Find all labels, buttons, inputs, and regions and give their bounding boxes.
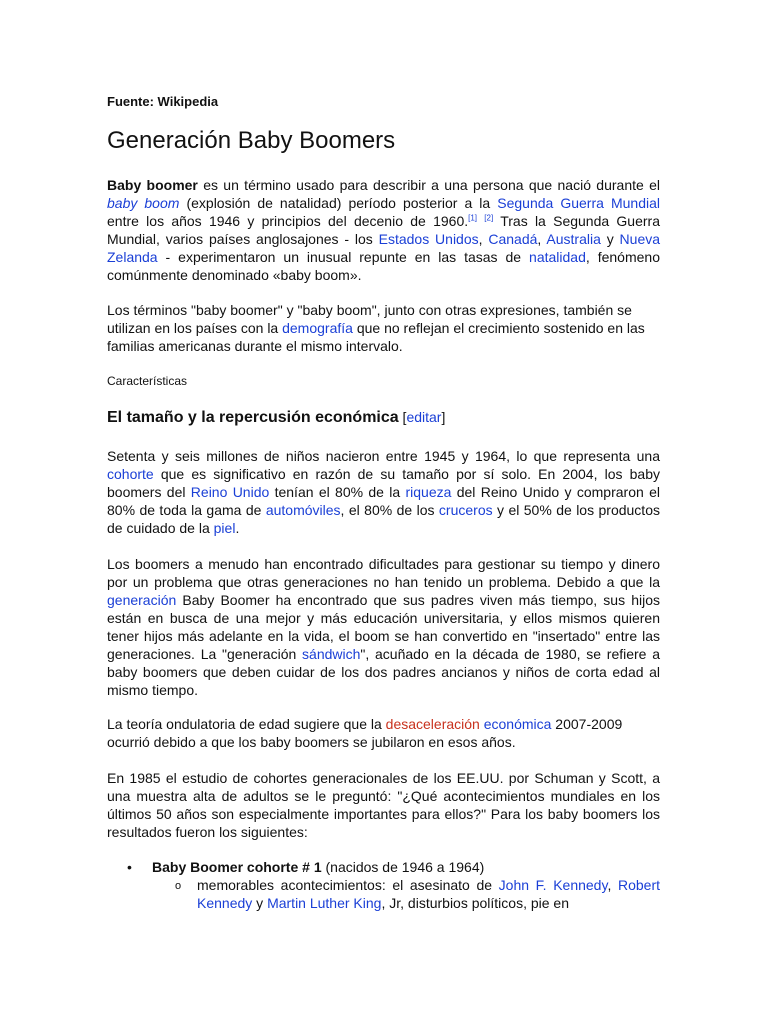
terms-paragraph [107,301,660,355]
edit-bracket-close: ] [441,409,446,425]
link-economica[interactable]: económica [483,716,552,732]
link-cruceros[interactable]: cruceros [438,502,493,518]
section-heading-text: El tamaño y la repercusión económica [107,409,399,426]
cohort-list [107,858,660,912]
text: La teoría ondulatoria de edad sugiere que la [107,716,386,732]
features-label: Características [107,374,188,388]
boomers-paragraph [107,555,660,699]
term-bold: Baby boomer [107,177,198,193]
reference-1[interactable]: [1] [468,213,478,223]
cohort-sublist [152,876,660,912]
text: es un término usado para describir a una persona que nació durante el [197,177,660,193]
text: - experimentaron un inusual repunte en las tasas de [157,249,530,265]
text: , el 80% de los [340,502,439,518]
text: , [537,231,547,247]
link-sandwich[interactable]: sándwich [302,646,361,662]
link-baby-boom[interactable]: baby boom [107,195,180,211]
text: que es significativo en razón de su tamaño por sí solo. En 2004, los baby boomers del [107,466,660,500]
theory-paragraph [107,715,660,751]
text: Baby Boomer ha encontrado que sus padres viven más tiempo, sus hijos están en busca de una mejor y más educación universitaria, y ellos mismos quieren tener hijos más adelante en la vida, el boom se han convertido en "insertado" entre las generaciones. La "generación [107,592,660,662]
reference-2[interactable]: [2] [484,213,494,223]
text: (explosión de natalidad) período posterior a la [179,195,498,211]
link-segunda-guerra-mundial[interactable]: Segunda Guerra Mundial [497,195,660,211]
link-reino-unido[interactable]: Reino Unido [190,484,270,500]
text: . [235,520,240,536]
page-title: Generación Baby Boomers [107,127,396,154]
link-john-f-kennedy[interactable]: John F. Kennedy [498,877,608,893]
link-estados-unidos[interactable]: Estados Unidos [378,231,479,247]
text: Setenta y seis millones de niños nacieron entre 1945 y 1964, lo que representa una [107,448,660,464]
text: En 1985 el estudio de cohortes generacionales de los EE.UU. por Schuman y Scott, a una muestra alta de adultos se le preguntó: "¿Qué acontecimientos mundiales en los últimos 50 años son especialmente importantes para ellos?" Para los baby boomers los resultados fueron los siguientes: [107,770,660,840]
link-nueva-zelanda[interactable]: Nueva Zelanda [107,231,661,265]
section-heading [107,406,660,429]
link-riqueza[interactable]: riqueza [405,484,452,500]
size-paragraph [107,447,660,537]
edit-link[interactable]: editar [406,409,442,425]
link-piel[interactable]: piel [213,520,236,536]
link-desaceleracion[interactable]: desaceleración [385,716,480,732]
link-canada[interactable]: Canadá [488,231,538,247]
link-generacion[interactable]: generación [107,592,177,608]
list-item [107,858,660,912]
text: , Jr, disturbios políticos, pie en [381,895,570,911]
edit-bracket-open: [ [398,409,407,425]
study-paragraph [107,769,660,841]
link-natalidad[interactable]: natalidad [529,249,586,265]
sublist-item [152,876,660,912]
link-martin-luther-king[interactable]: Martin Luther King [267,895,382,911]
text: ", acuñado en la década de 1980, se refiere a baby boomers que deben cuidar de los dos padres ancianos y niños de corta edad al mismo tiempo. [107,646,661,698]
link-robert-kennedy[interactable]: Robert Kennedy [197,877,660,911]
text: memorables acontecimientos: el asesinato de [197,877,499,893]
text: Los términos "baby boomer" y "baby boom", junto con otras expresiones, también se utilizan en los países con la [107,302,632,336]
cohort-title: Baby Boomer cohorte # 1 [152,859,322,875]
text: 2007-2009 ocurrió debido a que los baby boomers se jubilaron en esos años. [107,716,623,750]
text: del Reino Unido y compraron el 80% de toda la gama de [107,484,660,518]
text: tenían el 80% de la [269,484,406,500]
text: Los boomers a menudo han encontrado dificultades para gestionar su tiempo y dinero por un problema que otras generaciones no han tenido un problema. Debido a que la [107,556,660,590]
text: , [478,231,489,247]
text: que no reflejan el crecimiento sostenido en las familias americanas durante el mismo intervalo. [107,320,645,354]
link-automoviles[interactable]: automóviles [265,502,341,518]
link-australia[interactable]: Australia [546,231,601,247]
text: y el 50% de los productos de cuidado de la [107,502,660,536]
text: Tras la Segunda Guerra Mundial, varios países anglosajones - los [107,213,660,247]
intro-paragraph [107,176,660,284]
cohort-range: (nacidos de 1946 a 1964) [321,859,485,875]
link-cohorte[interactable]: cohorte [107,466,154,482]
text: y [600,231,620,247]
text: entre los años 1946 y principios del decenio de 1960. [107,213,469,229]
text: , [607,877,618,893]
text: y [252,895,268,911]
source-line: Fuente: Wikipedia [107,94,219,109]
text: , fenómeno comúnmente denominado «baby boom». [107,249,660,283]
link-demografia[interactable]: demografía [282,320,353,336]
